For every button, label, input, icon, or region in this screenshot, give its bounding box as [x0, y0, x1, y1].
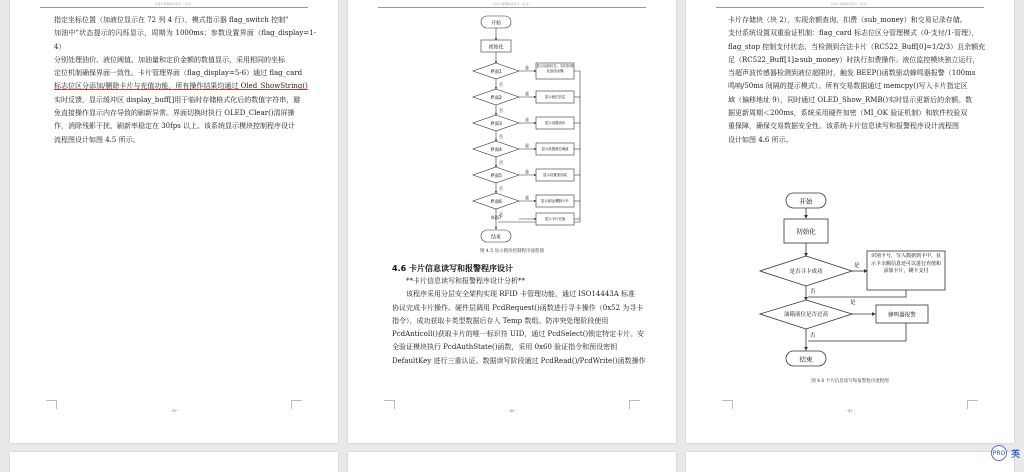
text-line: 指令），成功获取卡类型数据后存入 Temp 数组。防冲突处理阶段使用: [392, 316, 609, 325]
flow-decision-label: 界面3: [490, 122, 502, 127]
flow-no-label: 否: [499, 160, 503, 165]
flow-box-label: 显示设置液位阈值: [541, 147, 569, 151]
page-number: - 40 -: [506, 408, 518, 413]
flow-no-label: 否: [499, 108, 503, 113]
text-line: 鸣响/50ms 间隔的提示模式）。所有交易数据通过 memcpy()写入卡片指定区: [728, 82, 968, 91]
floating-toolbar: [991, 445, 1020, 461]
text-line: 协议完成卡片操作。硬件层调用 PcdRequest()函数进行寻卡操作（0x52 为寻卡: [392, 303, 644, 312]
flow-box-label: 蜂鸣器报警: [888, 312, 916, 319]
ai-assistant-icon[interactable]: PRO: [991, 445, 1007, 461]
flow-init-label: 初始化: [488, 44, 504, 51]
page-header: 无线卡管理系统设计（论文）: [716, 2, 984, 8]
flow-yes-label: 是: [854, 263, 860, 269]
flow-box-label: 显示设置油价: [544, 121, 566, 125]
flow-box-label: 显示添加/删除卡片: [540, 199, 570, 203]
text-line: 据更新周期＜200ms，系统采用硬件加密（MI_OK 验证机制）和软件校验双: [728, 109, 968, 118]
flow-yes-label: 是: [525, 117, 529, 122]
flow-start-label: 开始: [490, 20, 502, 27]
figure-caption: 图 4.5 显示模块控制程序流程图: [479, 249, 545, 254]
flow-no-label: 否: [499, 134, 503, 139]
flow-box-label: 识别卡号，写入数据到卡中，显示卡余额信息还可以进行充值和添加卡片，刷卡支付: [870, 253, 941, 274]
next-page-preview: [348, 452, 676, 472]
text-line: PcdAnticoll()获取卡片的唯一标识符 UID，通过 PcdSelect()锁定特定卡片。安: [392, 330, 645, 339]
page-40-body-text: [392, 275, 654, 368]
text-line: 设计如图 4.6 所示。: [728, 135, 793, 144]
text-line: 实时反馈，显示缓冲区 display_buff[]用于临时存储格式化后的数值字符串，避: [54, 95, 301, 104]
page-number: - 39 -: [168, 408, 180, 413]
flow-yes-label: 是: [525, 91, 529, 96]
flow-decision-label: 界面7: [490, 215, 502, 220]
flow-decision-label: 界面6: [490, 200, 502, 205]
page-header: 无线卡管理系统设计（论文）: [40, 2, 308, 8]
text-line: DefaultKey 进行三重认证。数据读写阶段通过 PcdRead()/PcdWrite()函数操作: [392, 356, 646, 365]
text-line: 卡片存储块（块 2），实现余额查询、扣费（sub_money）和交易记录存储。: [728, 16, 967, 24]
display-flowchart: [348, 0, 676, 245]
document-page-40: [348, 0, 676, 443]
text-line: 免直接操作显示内存导致的刷新异常。界面切换时执行 OLED_Clear()清屏操: [54, 109, 295, 118]
flow-box-label: 显示加油状态、实时价格及加油金额: [536, 64, 574, 73]
text-line: 足（RC522_Buff[1]≥sub_money）时执行扣费操作。液位监控模块独立运行，: [728, 55, 980, 64]
text-line: flag_stop 控制支付状态，当检测到合法卡片（RC522_Buff[0]=1/2/3）且余额充: [728, 42, 986, 51]
flow-no-label: 否: [810, 289, 816, 295]
flow-decision-label: 界面2: [490, 96, 502, 101]
page-39-body-text: [54, 14, 316, 147]
flow-no-label: 否: [499, 212, 503, 217]
flow-no-label: 否: [499, 82, 503, 87]
flow-decision-label: 油箱液位是否过高: [783, 312, 829, 318]
text-line: 分别处理油价、液位阈值、加油量和定价金额的数值显示，采用相同的坐标: [54, 55, 285, 64]
flow-decision-label: 界面1: [490, 70, 502, 75]
flow-box-label: 显示卡片充值: [544, 217, 566, 221]
flow-yes-label: 是: [525, 169, 529, 174]
text-line: 域（偏移地址 9），同时通过 OLED_Show_RMB()实时显示更新后的余额。数: [728, 95, 973, 104]
flow-box-label: 显示液位信息: [544, 95, 566, 99]
flow-box-label: 显示设置加油量: [543, 173, 567, 177]
flow-yes-label: 是: [525, 65, 529, 70]
text-line: 作，消除残影干扰，刷新率稳定在 30fps 以上。该系统显示模块控制程序设计: [54, 122, 296, 131]
figure-caption: 图 4.6 卡片信息读写和报警程序流程图: [811, 379, 889, 384]
document-page-41: [686, 0, 1014, 443]
language-toggle-button[interactable]: 英: [1010, 449, 1020, 460]
flow-end-label: 结束: [799, 355, 813, 364]
page-41-body-text: [728, 14, 992, 147]
flow-yes-label: 是: [525, 195, 529, 200]
flow-decision-label: 界面4: [490, 148, 502, 153]
flow-yes-label: 是: [850, 300, 856, 306]
text-line: 支付系统设置双重验证机制：flag_card 标志位区分管理模式（0-支付/1-管理），: [728, 29, 979, 38]
flow-init-label: 初始化: [796, 227, 816, 236]
text-line: 该程序采用分层安全架构实现 RFID 卡管理功能，通过 ISO14443A 标准: [406, 290, 636, 299]
flow-decision-label: 是否寻卡成功: [789, 269, 823, 275]
flow-no-label: 否: [499, 186, 503, 191]
flow-end-label: 结束: [490, 234, 502, 241]
flow-no-label: 否: [810, 333, 816, 339]
text-line: 重保障，确保交易数据安全性。该系统卡片信息读写和报警程序设计流程图: [728, 122, 959, 131]
text-line: 流程图设计如图 4.5 所示。: [54, 135, 140, 144]
flow-decision-label: 界面5: [490, 174, 502, 179]
card-alarm-flowchart: [686, 185, 1014, 385]
next-page-preview: [10, 452, 338, 472]
flow-start-label: 开始: [799, 197, 813, 206]
subtitle-line: **卡片信息读写和报警程序设计分析**: [406, 277, 525, 285]
text-line: 当超声波传感器检测到液位超限时，触发 BEEP()函数驱动蜂鸣器报警（100ms: [728, 69, 976, 78]
text-line: 定位机制确保界面一致性。卡片管理界面（flag_display=5-6）通过 flag_card: [54, 69, 303, 78]
flow-yes-label: 是: [525, 143, 529, 148]
next-page-preview: [686, 452, 1014, 472]
section-title: 4.6 卡片信息读写和报警程序设计: [392, 264, 513, 273]
text-line: 加油中"状态提示的闪烁显示，周期为 1000ms；参数设置界面（flag_display=1-4）: [54, 29, 316, 51]
page-number: - 41 -: [844, 408, 856, 413]
text-line: 指定坐标位置（加液位显示在 72 列 4 行），模式指示器 flag_switch 控制": [54, 16, 289, 24]
page-header: 无线卡管理系统设计（论文）: [378, 2, 646, 8]
text-line: 全验证模块执行 PcdAuthState()函数，采用 0x60 验证指令和预设密钥: [392, 343, 618, 352]
document-page-39: [10, 0, 338, 443]
text-line: 标志位区分添加/删除卡片与充值功能，所有操作结果均通过 Oled_ShowString(): [54, 82, 308, 91]
